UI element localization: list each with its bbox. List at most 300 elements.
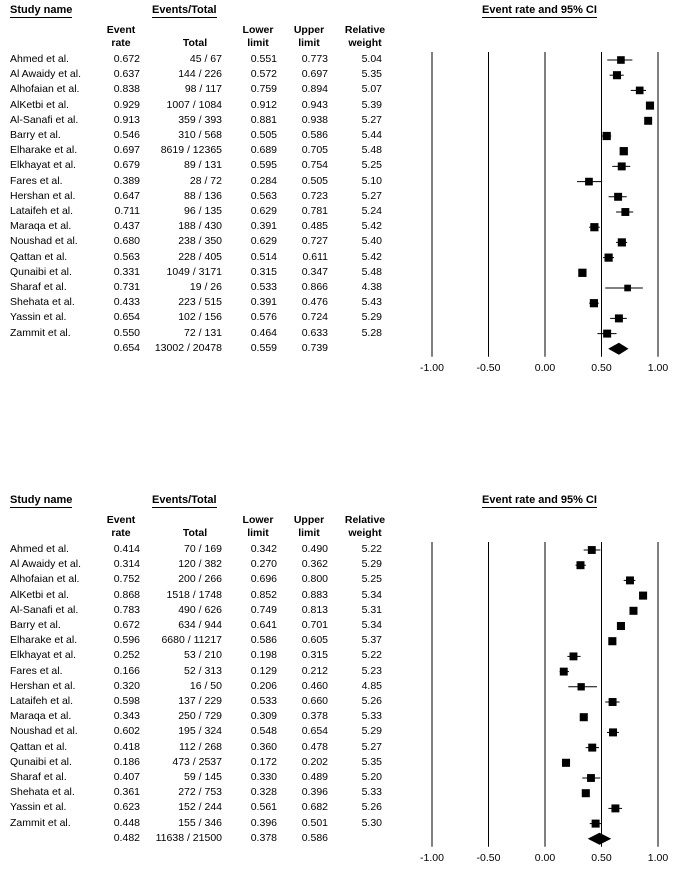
row-upper: 0.611 <box>302 250 328 263</box>
row-upper: 0.605 <box>301 634 328 647</box>
row-upper: 0.362 <box>301 558 328 571</box>
row-total: 59 / 145 <box>184 771 222 783</box>
row-lower: 0.629 <box>250 235 277 248</box>
row-lower: 0.749 <box>250 603 277 616</box>
row-total: 6680 / 11217 <box>161 634 222 647</box>
row-rate: 0.929 <box>113 98 140 111</box>
row-upper: 0.800 <box>301 573 328 586</box>
point-estimate-square <box>624 285 631 292</box>
study-name-header: Study name <box>10 4 73 16</box>
row-rate: 0.711 <box>114 205 140 217</box>
row-total: 188 / 430 <box>178 220 222 233</box>
row-lower: 0.360 <box>250 740 277 753</box>
row-upper: 0.723 <box>301 189 328 202</box>
row-lower: 0.129 <box>250 664 277 677</box>
row-rate: 0.731 <box>113 281 140 293</box>
row-upper: 0.378 <box>301 710 328 723</box>
point-estimate-square <box>618 162 626 170</box>
x-tick-label: 0.50 <box>591 361 612 374</box>
row-rate: 0.361 <box>113 786 140 799</box>
row-total: 250 / 729 <box>178 710 222 723</box>
point-estimate-square <box>592 820 600 828</box>
row-upper: 0.724 <box>301 311 328 324</box>
row-upper: 0.894 <box>301 83 328 96</box>
row-weight: 5.27 <box>361 189 382 202</box>
point-estimate-square <box>578 269 586 277</box>
row-lower: 0.548 <box>250 725 277 738</box>
study-name: Sharaf et al. <box>10 281 67 293</box>
row-upper: 0.773 <box>301 53 328 65</box>
row-total: 228 / 405 <box>178 250 222 263</box>
row-lower: 0.586 <box>250 634 277 647</box>
point-estimate-square <box>603 330 611 338</box>
study-name: Noushad et al. <box>10 235 78 248</box>
row-upper: 0.485 <box>301 220 328 233</box>
row-weight: 5.44 <box>361 129 382 141</box>
row-weight: 4.38 <box>361 281 382 293</box>
row-rate: 0.672 <box>113 619 140 631</box>
row-upper: 0.781 <box>301 205 328 217</box>
row-weight: 5.39 <box>361 98 382 111</box>
row-upper: 0.705 <box>301 144 328 157</box>
total-header: Total <box>182 527 208 539</box>
study-name: AlKetbi et al. <box>10 588 69 601</box>
row-weight: 5.20 <box>361 771 382 783</box>
point-estimate-square <box>560 668 568 676</box>
event-rate-header-line: Event <box>106 514 136 526</box>
forest-plot-svg <box>0 0 675 400</box>
row-lower: 0.551 <box>250 53 277 65</box>
row-lower: 0.270 <box>250 558 277 571</box>
x-tick-label: -0.50 <box>476 361 501 374</box>
row-total: 52 / 313 <box>184 664 222 677</box>
event-rate-header-line: rate <box>111 527 131 539</box>
row-lower: 0.391 <box>250 296 277 309</box>
row-rate: 0.598 <box>113 695 140 707</box>
relative-weight-header-line: weight <box>348 37 382 49</box>
row-rate: 0.838 <box>113 83 140 96</box>
row-total: 19 / 26 <box>189 281 222 293</box>
row-lower: 0.328 <box>250 786 277 799</box>
study-name: Elkhayat et al. <box>10 159 76 172</box>
lower-limit-header-line: limit <box>247 37 269 49</box>
summary-diamond <box>588 833 612 845</box>
study-name: Lataifeh et al. <box>10 695 74 707</box>
summary-upper: 0.586 <box>301 831 328 844</box>
row-weight: 5.29 <box>361 725 382 738</box>
upper-limit-header-line: limit <box>298 37 320 49</box>
study-name: Hershan et al. <box>10 679 76 692</box>
upper-limit-header-line: Upper <box>293 514 325 526</box>
study-name: Elharake et al. <box>10 144 78 157</box>
row-upper: 0.460 <box>301 679 328 692</box>
row-weight: 5.29 <box>361 311 382 324</box>
point-estimate-square <box>629 607 637 615</box>
row-lower: 0.852 <box>250 588 277 601</box>
row-rate: 0.697 <box>113 144 140 157</box>
row-total: 98 / 117 <box>184 83 222 96</box>
row-upper: 0.943 <box>301 98 328 111</box>
row-rate: 0.437 <box>113 220 140 233</box>
event-rate-header-line: rate <box>111 37 131 49</box>
study-name: Yassin et al. <box>10 801 67 814</box>
row-weight: 5.24 <box>361 205 382 217</box>
row-lower: 0.172 <box>250 755 277 768</box>
study-name: Al Awaidy et al. <box>10 558 82 571</box>
row-total: 310 / 568 <box>178 129 222 141</box>
point-estimate-square <box>615 314 623 322</box>
point-estimate-square <box>590 299 598 307</box>
summary-upper: 0.739 <box>301 341 328 354</box>
row-total: 53 / 210 <box>184 649 222 662</box>
row-weight: 5.48 <box>361 144 382 157</box>
row-lower: 0.342 <box>250 543 277 555</box>
row-upper: 0.813 <box>301 603 328 616</box>
point-estimate-square <box>603 132 611 140</box>
x-tick-label: -0.50 <box>476 851 501 864</box>
row-upper: 0.505 <box>301 174 328 187</box>
study-name: Fares et al. <box>10 174 63 187</box>
row-weight: 4.85 <box>361 679 382 692</box>
study-name: Al-Sanafi et al. <box>10 113 79 126</box>
study-name: Al-Sanafi et al. <box>10 603 79 616</box>
row-total: 195 / 324 <box>178 725 222 738</box>
row-lower: 0.576 <box>250 311 277 324</box>
row-upper: 0.501 <box>301 816 328 829</box>
row-rate: 0.252 <box>113 649 140 662</box>
row-weight: 5.23 <box>361 664 382 677</box>
study-name: Shehata et al. <box>10 296 75 309</box>
total-header: Total <box>182 37 208 49</box>
row-lower: 0.595 <box>250 159 277 172</box>
row-rate: 0.418 <box>113 740 140 753</box>
row-lower: 0.572 <box>250 68 277 81</box>
study-name: Elkhayat et al. <box>10 649 76 662</box>
row-total: 120 / 382 <box>178 558 222 571</box>
row-total: 144 / 226 <box>178 68 222 81</box>
row-rate: 0.563 <box>113 250 140 263</box>
row-total: 28 / 72 <box>189 174 222 187</box>
row-upper: 0.883 <box>301 588 328 601</box>
row-upper: 0.476 <box>301 296 328 309</box>
point-estimate-square <box>639 592 647 600</box>
row-rate: 0.752 <box>113 573 140 586</box>
upper-limit-header-line: Upper <box>293 24 325 36</box>
row-rate: 0.314 <box>113 558 140 571</box>
row-rate: 0.647 <box>113 189 140 202</box>
row-upper: 0.202 <box>301 755 328 768</box>
study-name: Zammit et al. <box>10 326 71 339</box>
study-name: Fares et al. <box>10 664 63 677</box>
point-estimate-square <box>582 789 590 797</box>
row-rate: 0.550 <box>113 326 140 339</box>
summary-rate: 0.482 <box>113 831 140 844</box>
row-weight: 5.43 <box>361 296 382 309</box>
row-upper: 0.697 <box>301 68 328 81</box>
row-rate: 0.343 <box>113 710 140 723</box>
row-weight: 5.28 <box>361 326 382 339</box>
lower-limit-header-line: limit <box>247 527 269 539</box>
row-rate: 0.407 <box>113 771 140 783</box>
point-estimate-square <box>590 223 598 231</box>
plot-title: Event rate and 95% CI <box>482 494 597 506</box>
row-total: 102 / 156 <box>178 311 222 324</box>
row-lower: 0.464 <box>250 326 277 339</box>
point-estimate-square <box>562 759 570 767</box>
point-estimate-square <box>570 652 578 660</box>
point-estimate-square <box>576 561 584 569</box>
row-rate: 0.672 <box>113 53 140 65</box>
point-estimate-square <box>613 71 621 79</box>
point-estimate-square <box>588 744 596 752</box>
events-total-header: Events/Total <box>152 494 217 506</box>
row-weight: 5.10 <box>361 174 382 187</box>
point-estimate-square <box>617 56 625 64</box>
row-rate: 0.414 <box>113 543 140 555</box>
relative-weight-header-line: Relative <box>344 24 386 36</box>
row-total: 1518 / 1748 <box>166 588 222 601</box>
point-estimate-square <box>611 804 619 812</box>
study-name: Barry et al. <box>10 619 61 631</box>
row-lower: 0.391 <box>250 220 277 233</box>
row-total: 96 / 135 <box>184 205 222 217</box>
point-estimate-square <box>646 102 654 110</box>
row-lower: 0.689 <box>250 144 277 157</box>
summary-lower: 0.378 <box>250 831 277 844</box>
point-estimate-square <box>614 193 622 201</box>
row-total: 72 / 131 <box>184 326 222 339</box>
row-lower: 0.309 <box>250 710 277 723</box>
point-estimate-square <box>618 238 626 246</box>
study-name: Qattan et al. <box>10 740 68 753</box>
row-weight: 5.27 <box>361 113 382 126</box>
forest-plot-panel-2 <box>0 490 675 890</box>
row-weight: 5.25 <box>361 159 382 172</box>
relative-weight-header-line: weight <box>348 527 382 539</box>
row-rate: 0.637 <box>113 68 140 81</box>
row-total: 70 / 169 <box>184 543 222 555</box>
study-name: Hershan et al. <box>10 189 76 202</box>
study-name-header: Study name <box>10 494 73 506</box>
row-lower: 0.881 <box>250 113 277 126</box>
row-weight: 5.04 <box>361 53 382 65</box>
row-lower: 0.505 <box>250 129 277 141</box>
row-lower: 0.561 <box>250 801 277 814</box>
x-tick-label: 1.00 <box>647 851 669 864</box>
row-lower: 0.396 <box>250 816 277 829</box>
row-upper: 0.212 <box>301 664 328 677</box>
row-total: 45 / 67 <box>189 53 222 65</box>
row-upper: 0.490 <box>301 543 328 555</box>
row-lower: 0.206 <box>250 679 277 692</box>
x-tick-label: 1.00 <box>647 361 669 374</box>
row-lower: 0.284 <box>250 174 277 187</box>
row-total: 490 / 626 <box>178 603 222 616</box>
row-total: 272 / 753 <box>178 786 222 799</box>
row-total: 634 / 944 <box>178 619 222 631</box>
study-name: Qunaibi et al. <box>10 265 72 278</box>
row-total: 88 / 136 <box>184 189 222 202</box>
row-rate: 0.868 <box>113 588 140 601</box>
row-rate: 0.602 <box>113 725 140 738</box>
row-upper: 0.866 <box>301 281 328 293</box>
row-lower: 0.330 <box>250 771 277 783</box>
forest-plot-svg <box>0 490 675 890</box>
row-rate: 0.186 <box>113 755 140 768</box>
row-lower: 0.912 <box>250 98 277 111</box>
study-name: Ahmed et al. <box>10 53 69 65</box>
point-estimate-square <box>644 117 652 125</box>
study-name: Zammit et al. <box>10 816 71 829</box>
point-estimate-square <box>585 178 593 186</box>
study-name: Qunaibi et al. <box>10 755 72 768</box>
row-upper: 0.660 <box>301 695 328 707</box>
point-estimate-square <box>621 208 629 216</box>
row-rate: 0.448 <box>113 816 140 829</box>
summary-diamond <box>608 343 628 355</box>
forest-plot-panel-1 <box>0 0 675 400</box>
row-rate: 0.679 <box>113 159 140 172</box>
row-weight: 5.27 <box>361 740 382 753</box>
summary-rate: 0.654 <box>113 341 140 354</box>
row-weight: 5.42 <box>361 250 382 263</box>
plot-title: Event rate and 95% CI <box>482 4 597 16</box>
row-rate: 0.596 <box>113 634 140 647</box>
row-upper: 0.396 <box>301 786 328 799</box>
study-name: Elharake et al. <box>10 634 78 647</box>
study-name: Qattan et al. <box>10 250 68 263</box>
row-weight: 5.34 <box>361 588 382 601</box>
summary-total: 13002 / 20478 <box>154 341 222 354</box>
row-weight: 5.25 <box>361 573 382 586</box>
point-estimate-square <box>580 713 588 721</box>
point-estimate-square <box>636 87 644 95</box>
row-rate: 0.320 <box>113 679 140 692</box>
summary-lower: 0.559 <box>250 341 277 354</box>
row-weight: 5.35 <box>361 755 382 768</box>
row-weight: 5.35 <box>361 68 382 81</box>
row-rate: 0.389 <box>113 174 140 187</box>
row-lower: 0.533 <box>250 695 277 707</box>
row-rate: 0.913 <box>113 113 140 126</box>
row-upper: 0.682 <box>301 801 328 814</box>
row-weight: 5.30 <box>361 816 382 829</box>
row-weight: 5.33 <box>361 786 382 799</box>
lower-limit-header-line: Lower <box>242 514 274 526</box>
row-rate: 0.546 <box>113 129 140 141</box>
row-lower: 0.198 <box>250 649 277 662</box>
row-weight: 5.29 <box>361 558 382 571</box>
row-weight: 5.34 <box>361 619 382 631</box>
study-name: Alhofaian et al. <box>10 83 80 96</box>
point-estimate-square <box>609 728 617 736</box>
row-rate: 0.654 <box>113 311 140 324</box>
point-estimate-square <box>587 774 595 782</box>
row-lower: 0.514 <box>250 250 277 263</box>
row-weight: 5.26 <box>361 695 382 707</box>
row-total: 155 / 346 <box>178 816 222 829</box>
row-total: 1007 / 1084 <box>166 98 222 111</box>
study-name: Maraqa et al. <box>10 220 72 233</box>
events-total-header: Events/Total <box>152 4 217 16</box>
row-upper: 0.489 <box>301 771 328 783</box>
study-name: Alhofaian et al. <box>10 573 80 586</box>
summary-total: 11638 / 21500 <box>155 831 222 844</box>
study-name: Al Awaidy et al. <box>10 68 82 81</box>
row-upper: 0.938 <box>301 113 328 126</box>
row-weight: 5.26 <box>361 801 382 814</box>
row-lower: 0.315 <box>250 265 277 278</box>
row-total: 137 / 229 <box>178 695 222 707</box>
study-name: Ahmed et al. <box>10 543 69 555</box>
row-rate: 0.331 <box>113 265 140 278</box>
point-estimate-square <box>605 254 613 262</box>
row-upper: 0.754 <box>301 159 328 172</box>
x-tick-label: 0.50 <box>591 851 612 864</box>
row-upper: 0.701 <box>301 619 328 631</box>
point-estimate-square <box>608 637 616 645</box>
study-name: Sharaf et al. <box>10 771 67 783</box>
lower-limit-header-line: Lower <box>242 24 274 36</box>
row-lower: 0.641 <box>250 619 277 631</box>
row-total: 16 / 50 <box>189 679 222 692</box>
row-rate: 0.166 <box>113 664 140 677</box>
upper-limit-header-line: limit <box>298 527 320 539</box>
point-estimate-square <box>588 546 596 554</box>
row-rate: 0.623 <box>113 801 140 814</box>
event-rate-header-line: Event <box>106 24 136 36</box>
study-name: Noushad et al. <box>10 725 78 738</box>
row-total: 152 / 244 <box>178 801 222 814</box>
row-total: 238 / 350 <box>178 235 222 248</box>
row-total: 200 / 266 <box>178 573 222 586</box>
row-total: 8619 / 12365 <box>160 144 222 157</box>
row-weight: 5.48 <box>361 265 382 278</box>
study-name: Yassin et al. <box>10 311 67 324</box>
point-estimate-square <box>626 576 634 584</box>
row-weight: 5.22 <box>361 649 382 662</box>
row-upper: 0.586 <box>301 129 328 141</box>
row-weight: 5.31 <box>361 603 382 616</box>
study-name: Maraqa et al. <box>10 710 72 723</box>
row-lower: 0.759 <box>250 83 277 96</box>
row-upper: 0.347 <box>301 265 328 278</box>
row-lower: 0.533 <box>250 281 277 293</box>
study-name: AlKetbi et al. <box>10 98 69 111</box>
point-estimate-square <box>609 698 617 706</box>
row-weight: 5.33 <box>361 710 382 723</box>
row-rate: 0.680 <box>113 235 140 248</box>
row-total: 223 / 515 <box>178 296 222 309</box>
row-weight: 5.07 <box>361 83 382 96</box>
relative-weight-header-line: Relative <box>344 514 386 526</box>
x-tick-label: -1.00 <box>420 361 444 374</box>
row-lower: 0.563 <box>250 189 277 202</box>
row-lower: 0.629 <box>250 205 277 217</box>
row-upper: 0.633 <box>301 326 328 339</box>
point-estimate-square <box>577 683 584 690</box>
study-name: Barry et al. <box>10 129 61 141</box>
study-name: Lataifeh et al. <box>10 205 74 217</box>
row-upper: 0.727 <box>301 235 328 248</box>
row-upper: 0.315 <box>301 649 328 662</box>
study-name: Shehata et al. <box>10 786 75 799</box>
row-rate: 0.783 <box>113 603 140 616</box>
point-estimate-square <box>620 147 628 155</box>
row-weight: 5.22 <box>361 543 382 555</box>
row-weight: 5.40 <box>361 235 382 248</box>
row-rate: 0.433 <box>113 296 140 309</box>
